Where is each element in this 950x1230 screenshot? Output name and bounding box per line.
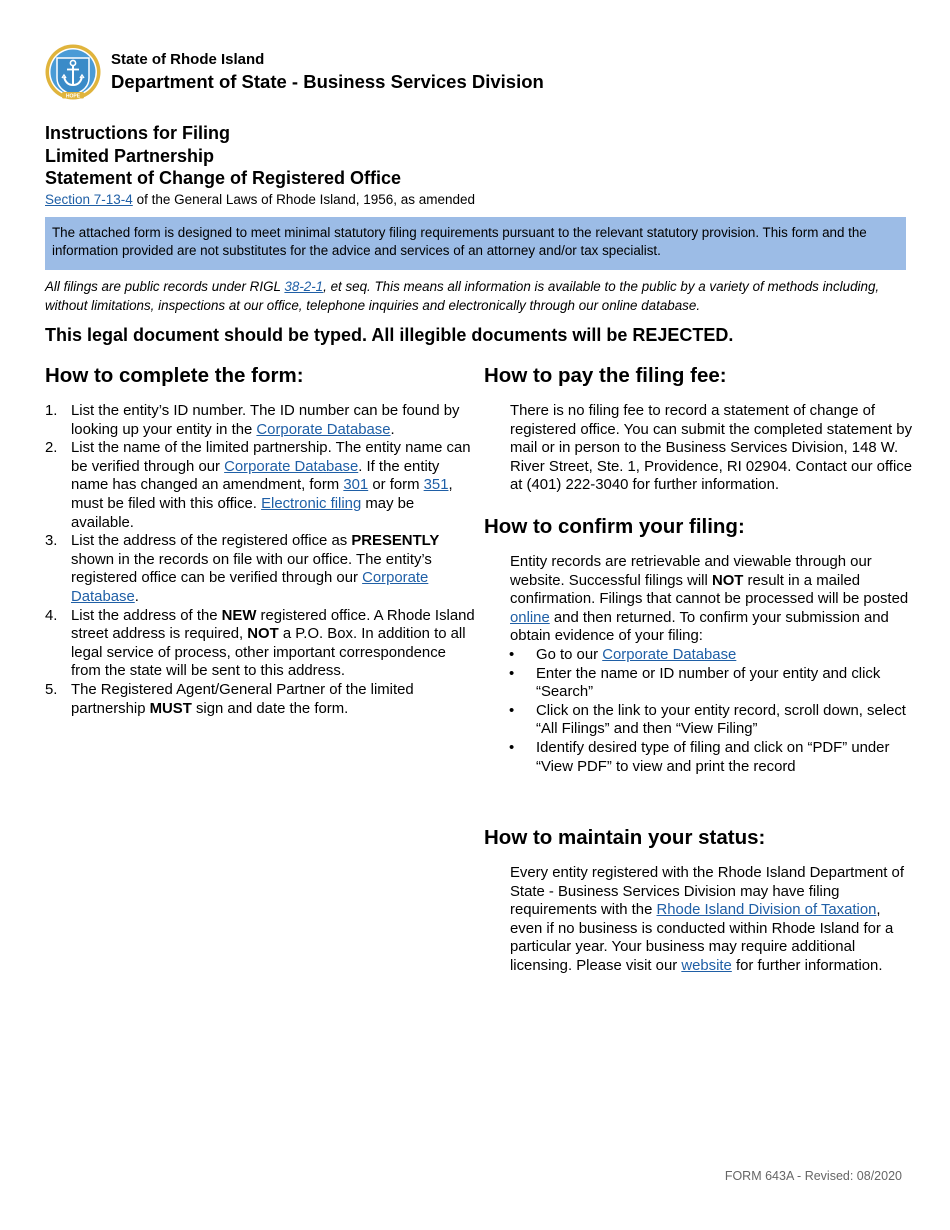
typed-warning: This legal document should be typed. All illegible documents will be REJECTED. — [45, 325, 734, 345]
item-text: List the entity’s ID number. The ID number can be found by looking up your entity in the — [71, 403, 460, 438]
seal-motto: HOPE — [65, 93, 81, 100]
bullet-glyph: • — [509, 665, 515, 682]
item-number: 5. — [45, 681, 58, 698]
corporate-database-link[interactable]: Corporate Database — [256, 421, 391, 438]
website-link[interactable]: website — [681, 957, 732, 974]
step-text: Click on the link to your entity record, scroll down, select “All Filings” and then “View Filing” — [536, 702, 906, 738]
electronic-filing-link[interactable]: Electronic filing — [261, 495, 362, 512]
public-records-text-start: All filings are public records under RIGL — [45, 279, 285, 294]
division-of-taxation-link[interactable]: Rhode Island Division of Taxation — [656, 902, 877, 919]
confirm-filing-section — [484, 515, 914, 776]
bullet-glyph: • — [509, 702, 515, 719]
department-name: Department of State - Business Services Division — [111, 71, 544, 92]
item-text: sign and date the form. — [191, 700, 349, 717]
page-header — [45, 44, 745, 100]
complete-form-section — [45, 364, 475, 718]
rigl-38-2-1-link[interactable]: 38-2-1 — [284, 279, 324, 294]
title-line-2: Limited Partnership — [45, 145, 215, 166]
maintain-status-text — [510, 864, 914, 976]
state-name: State of Rhode Island — [111, 51, 265, 68]
section-7-13-4-link[interactable]: Section 7-13-4 — [45, 191, 133, 207]
citation-text: of the General Laws of Rhode Island, 1956, as amended — [132, 191, 476, 207]
maintain-text: , even if no business is conducted within Rhode Island for a particular year. Your business may require additional licensing. Please visit our — [510, 902, 894, 974]
list-item — [45, 439, 475, 532]
title-line-3: Statement of Change of Registered Office — [45, 168, 402, 188]
item-text: may be available. — [71, 495, 415, 531]
item-number: 1. — [45, 403, 58, 419]
item-text: List the name of the limited partnership. The entity name can be verified through our — [71, 440, 471, 475]
confirm-filing-heading: How to confirm your filing: — [484, 515, 745, 538]
item-number: 2. — [45, 440, 58, 457]
item-text: . If the entity name has changed an amendment, form — [71, 458, 440, 494]
online-link[interactable]: online — [510, 609, 550, 626]
complete-form-heading: How to complete the form: — [45, 364, 304, 387]
list-item — [45, 681, 475, 718]
item-text: . — [390, 421, 395, 438]
maintain-text: Every entity registered with the Rhode Island Department of State - Business Services Division may have filing requirements with the — [510, 865, 904, 919]
item-number: 4. — [45, 607, 58, 624]
form-301-link[interactable]: 301 — [343, 477, 369, 494]
item-text: registered office. A Rhode Island street address is required, — [71, 607, 475, 643]
bullet-glyph: • — [509, 739, 515, 756]
list-item — [484, 646, 914, 665]
filing-fee-text: There is no filing fee to record a statement of change of registered office. You can submit the completed statement by mail or in person to the Business Services Division, 148 W. River Street, Ste. 1, Providence, RI 02904. Contact our office at (401) 222-3040 for further information. — [510, 403, 913, 494]
item-text: or form — [368, 477, 424, 494]
emphasis-new: NEW — [221, 607, 257, 624]
confirm-text: result in a mailed confirmation. Filings that cannot be processed will be posted — [510, 572, 909, 608]
confirm-filing-text — [510, 553, 914, 776]
maintain-status-section — [484, 826, 914, 976]
step-text: Identify desired type of filing and click on “PDF” under “View PDF” to view and print the record — [536, 739, 890, 775]
instructions-list — [45, 402, 475, 718]
confirm-text: and then returned. To confirm your submission and obtain evidence of your filing: — [510, 609, 889, 645]
document-titles — [45, 122, 905, 208]
list-item — [484, 665, 914, 702]
emphasis-presently: PRESENTLY — [351, 533, 440, 550]
list-item — [484, 702, 914, 739]
step-text: Go to our — [536, 646, 603, 663]
statute-citation — [45, 191, 905, 208]
item-number: 3. — [45, 533, 58, 550]
disclaimer-notice: The attached form is designed to meet minimal statutory filing requirements pursuant to the relevant statutory provision. This form and the information provided are not substitutes for the advice and services of an attorney and/or tax specialist. — [45, 217, 906, 270]
filing-fee-heading: How to pay the filing fee: — [484, 364, 727, 387]
state-seal-logo — [45, 44, 101, 100]
filing-fee-section — [484, 364, 914, 495]
corporate-database-link[interactable]: Corporate Database — [224, 458, 359, 475]
title-line-1: Instructions for Filing — [45, 123, 230, 143]
list-item — [484, 739, 914, 776]
emphasis-not: NOT — [247, 626, 279, 643]
list-item — [45, 532, 475, 606]
emphasis-not: NOT — [711, 572, 744, 589]
maintain-text: for further information. — [731, 957, 883, 974]
list-item — [45, 402, 475, 439]
list-item — [45, 607, 475, 681]
public-records-text-end: , et seq. This means all information is available to the public by a variety of methods including, without limitations, inspections at our office, telephone inquiries and electronically through our online database. — [45, 279, 880, 313]
public-records-notice — [45, 278, 915, 315]
maintain-status-heading: How to maintain your status: — [484, 826, 766, 849]
item-text: , must be filed with this office. — [71, 477, 453, 512]
bullet-glyph: • — [509, 646, 515, 663]
corporate-database-link[interactable]: Corporate Database — [71, 570, 429, 605]
item-text: . — [134, 588, 139, 605]
form-revision-footer: FORM 643A - Revised: 08/2020 — [724, 1169, 902, 1183]
item-text: List the address of the registered office as — [71, 533, 352, 550]
item-text: a P.O. Box. In addition to all legal service of process, other important correspondence from the state will be sent to this address. — [71, 626, 466, 680]
item-text: The Registered Agent/General Partner of the limited partnership — [71, 681, 414, 717]
step-text: Enter the name or ID number of your entity and click “Search” — [536, 665, 881, 701]
confirm-text: Entity records are retrievable and viewable through our website. Successful filings will — [510, 554, 872, 589]
form-351-link[interactable]: 351 — [423, 477, 449, 494]
item-text: shown in the records on file with our office. The entity’s registered office can be verified through our — [71, 551, 432, 587]
corporate-database-link[interactable]: Corporate Database — [602, 646, 737, 663]
item-text: List the address of the — [71, 607, 222, 624]
emphasis-must: MUST — [149, 700, 192, 717]
confirm-steps-list — [484, 646, 914, 776]
